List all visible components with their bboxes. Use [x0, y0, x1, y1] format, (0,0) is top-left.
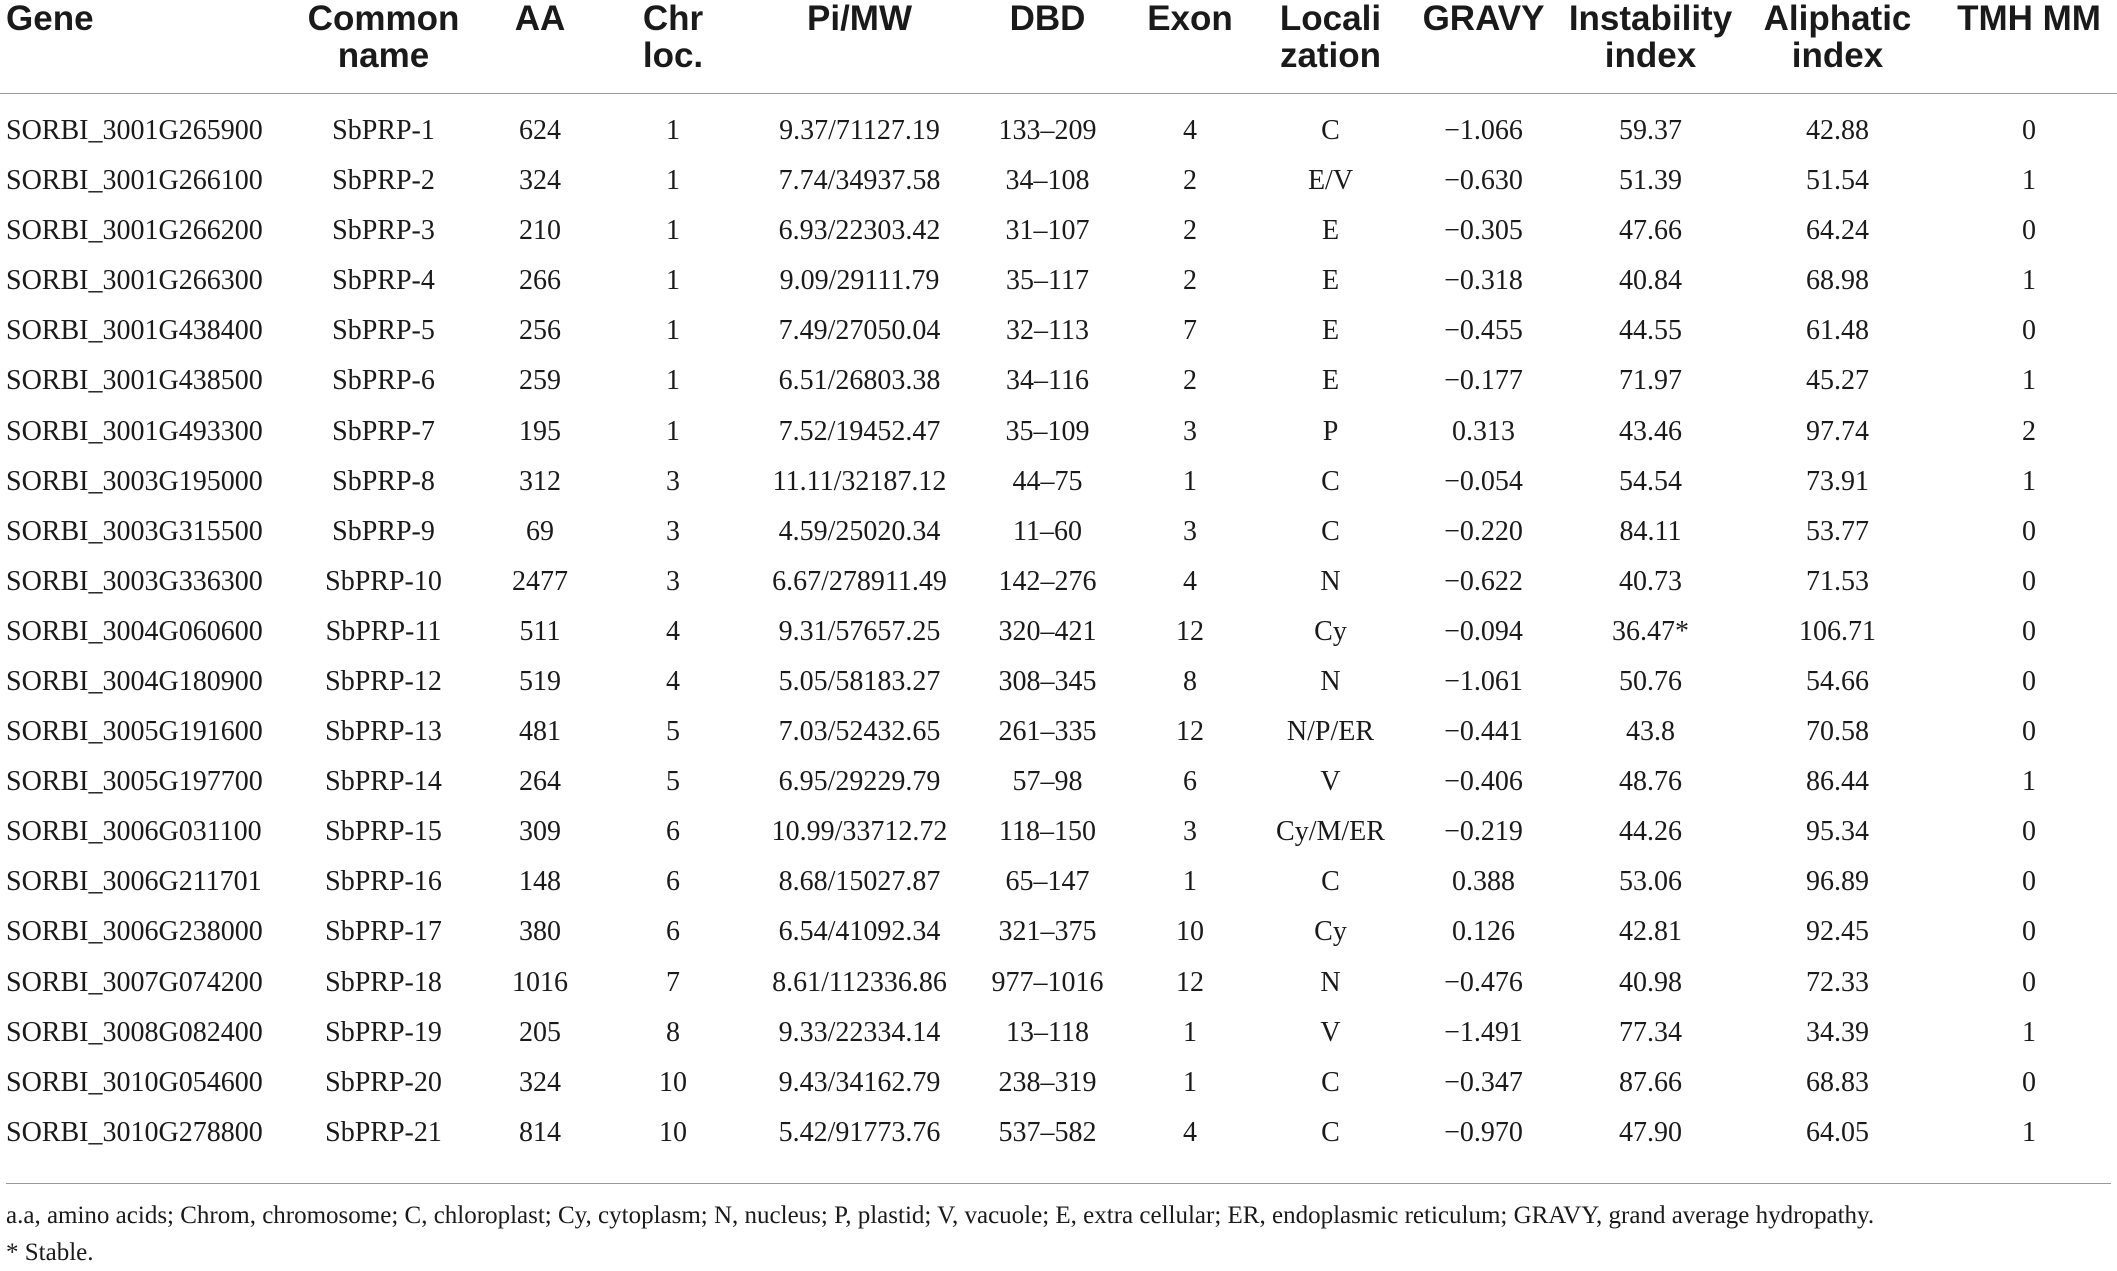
cell-gravy-value: −0.054	[1444, 465, 1523, 497]
cell-dbd-range: 142–276	[998, 565, 1097, 597]
cell-exon-count: 1	[1183, 465, 1197, 497]
cell-dbd-range: 57–98	[1012, 766, 1083, 798]
header-tmhmm: TMH MM	[1941, 0, 2117, 94]
cell-dbd-range: 65–147	[1005, 866, 1090, 898]
cell-chr-loc: 1	[666, 215, 680, 247]
cell-aa-count: 266	[519, 265, 561, 297]
cell-aa-count: 380	[519, 916, 561, 948]
cell-exon-count: 3	[1183, 415, 1197, 447]
cell-chr-loc: 3	[666, 465, 680, 497]
cell-aliphatic-index: 97.74	[1806, 415, 1869, 447]
cell-exon-count: 4	[1183, 1116, 1197, 1148]
table-row	[0, 156, 2117, 206]
cell-gene-id: SORBI_3005G197700	[6, 766, 263, 798]
cell-exon-count: 2	[1183, 365, 1197, 397]
cell-exon-count: 2	[1183, 265, 1197, 297]
table-row	[0, 94, 2117, 157]
cell-common-name: SbPRP-15	[325, 816, 442, 848]
cell-tmhmm-value: 0	[2022, 665, 2036, 697]
cell-chr-loc: 1	[666, 365, 680, 397]
cell-aliphatic-index: 42.88	[1806, 115, 1869, 146]
cell-gravy-value: −1.066	[1444, 115, 1523, 146]
cell-tmhmm-value: 2	[2022, 415, 2036, 447]
cell-common-name: SbPRP-10	[325, 565, 442, 597]
cell-localization: Cy/M/ER	[1276, 816, 1385, 848]
header-exon: Exon	[1119, 0, 1261, 94]
cell-exon-count: 1	[1183, 1016, 1197, 1048]
cell-aa-count: 814	[519, 1116, 561, 1148]
cell-instability-index: 51.39	[1619, 165, 1682, 197]
cell-gene-id: SORBI_3006G031100	[6, 816, 262, 848]
table-body	[0, 94, 2117, 1166]
header-aliphatic-index: Aliphatic index	[1734, 0, 1941, 94]
cell-gravy-value: −0.455	[1444, 315, 1523, 347]
cell-pi-mw: 11.11/32187.12	[772, 465, 947, 497]
cell-chr-loc: 6	[666, 866, 680, 898]
cell-instability-index: 54.54	[1619, 465, 1682, 497]
cell-exon-count: 2	[1183, 215, 1197, 247]
cell-pi-mw: 6.93/22303.42	[778, 215, 941, 247]
cell-gravy-value: −0.220	[1444, 515, 1523, 547]
header-row	[0, 0, 2117, 94]
cell-pi-mw: 9.37/71127.19	[779, 115, 940, 146]
cell-dbd-range: 537–582	[998, 1116, 1097, 1148]
cell-pi-mw: 6.95/29229.79	[778, 766, 941, 798]
cell-localization: N	[1320, 665, 1341, 697]
cell-chr-loc: 1	[666, 415, 680, 447]
cell-common-name: SbPRP-17	[325, 916, 442, 948]
cell-aliphatic-index: 34.39	[1806, 1016, 1869, 1048]
cell-aliphatic-index: 68.83	[1806, 1066, 1869, 1098]
table-row	[0, 256, 2117, 306]
table-row	[0, 306, 2117, 356]
cell-dbd-range: 34–116	[1006, 365, 1089, 397]
table-header	[0, 0, 2117, 94]
cell-pi-mw: 5.42/91773.76	[778, 1116, 941, 1148]
cell-instability-index: 77.34	[1619, 1016, 1682, 1048]
cell-tmhmm-value: 0	[2022, 315, 2036, 347]
cell-localization: P	[1322, 415, 1339, 447]
cell-common-name: SbPRP-9	[332, 515, 435, 547]
cell-tmhmm-value: 1	[2022, 265, 2036, 297]
cell-dbd-range: 321–375	[998, 916, 1097, 948]
cell-chr-loc: 4	[666, 615, 680, 647]
cell-gene-id: SORBI_3003G336300	[6, 565, 263, 597]
cell-aliphatic-index: 45.27	[1806, 365, 1869, 397]
cell-gravy-value: −0.476	[1444, 966, 1523, 998]
cell-common-name: SbPRP-8	[332, 465, 435, 497]
cell-aliphatic-index: 64.24	[1806, 215, 1869, 247]
cell-exon-count: 3	[1183, 816, 1197, 848]
cell-exon-count: 7	[1183, 315, 1197, 347]
cell-instability-index: 40.98	[1619, 966, 1682, 998]
cell-aliphatic-index: 64.05	[1806, 1116, 1869, 1148]
cell-gene-id: SORBI_3001G265900	[6, 115, 263, 146]
header-aa: AA	[477, 0, 603, 94]
cell-localization: C	[1321, 866, 1340, 898]
cell-localization: V	[1320, 766, 1341, 798]
cell-pi-mw: 9.09/29111.79	[779, 265, 940, 297]
table-row	[0, 206, 2117, 256]
header-gene: Gene	[0, 0, 290, 94]
cell-pi-mw: 7.49/27050.04	[778, 315, 941, 347]
cell-dbd-range: 31–107	[1005, 215, 1090, 247]
header-common-name: Common name	[290, 0, 477, 94]
cell-localization: V	[1320, 1016, 1341, 1048]
table-row	[0, 807, 2117, 857]
cell-pi-mw: 9.33/22334.14	[778, 1016, 941, 1048]
cell-pi-mw: 6.67/278911.49	[772, 565, 947, 597]
cell-gravy-value: −0.305	[1444, 215, 1523, 247]
cell-tmhmm-value: 0	[2022, 866, 2036, 898]
cell-gravy-value: 0.388	[1452, 866, 1515, 898]
cell-pi-mw: 6.51/26803.38	[778, 365, 941, 397]
cell-tmhmm-value: 1	[2022, 766, 2036, 798]
cell-dbd-range: 977–1016	[991, 966, 1104, 998]
cell-aliphatic-index: 53.77	[1806, 515, 1869, 547]
cell-tmhmm-value: 0	[2022, 565, 2036, 597]
cell-pi-mw: 5.05/58183.27	[778, 665, 941, 697]
cell-exon-count: 12	[1176, 615, 1204, 647]
cell-instability-index: 50.76	[1619, 665, 1682, 697]
cell-exon-count: 1	[1183, 1066, 1197, 1098]
cell-tmhmm-value: 0	[2022, 515, 2036, 547]
cell-instability-index: 71.97	[1619, 365, 1682, 397]
cell-gravy-value: −0.441	[1444, 716, 1523, 748]
cell-tmhmm-value: 0	[2022, 816, 2036, 848]
cell-exon-count: 4	[1183, 565, 1197, 597]
cell-aa-count: 256	[519, 315, 561, 347]
table-bottom-rule	[6, 1183, 2111, 1184]
cell-localization: Cy	[1314, 615, 1347, 647]
cell-dbd-range: 35–117	[1006, 265, 1089, 297]
cell-common-name: SbPRP-5	[332, 315, 435, 347]
cell-pi-mw: 8.61/112336.86	[772, 966, 947, 998]
cell-tmhmm-value: 1	[2022, 1016, 2036, 1048]
cell-dbd-range: 320–421	[998, 615, 1097, 647]
cell-instability-index: 47.90	[1619, 1116, 1682, 1148]
cell-gene-id: SORBI_3006G238000	[6, 916, 263, 948]
table-row	[0, 557, 2117, 607]
cell-exon-count: 12	[1176, 966, 1204, 998]
cell-aa-count: 312	[519, 465, 561, 497]
table-row	[0, 406, 2117, 456]
footnote-abbreviations: a.a, amino acids; Chrom, chromosome; C, chloroplast; Cy, cytoplasm; N, nucleus; P, plastid; V, vacuole; E, extra cellular; ER, endoplasmic reticulum; GRAVY, grand average hydropathy.	[6, 1202, 1875, 1229]
cell-aa-count: 481	[519, 716, 561, 748]
cell-common-name: SbPRP-3	[332, 215, 435, 247]
cell-aliphatic-index: 70.58	[1806, 716, 1869, 748]
cell-gravy-value: −0.970	[1444, 1116, 1523, 1148]
cell-localization: C	[1321, 465, 1340, 497]
cell-common-name: SbPRP-14	[325, 766, 442, 798]
cell-common-name: SbPRP-11	[325, 615, 442, 647]
cell-gravy-value: 0.126	[1452, 916, 1515, 948]
cell-gene-id: SORBI_3001G438400	[6, 315, 263, 347]
cell-localization: E	[1321, 365, 1340, 397]
cell-instability-index: 59.37	[1619, 115, 1682, 146]
cell-aa-count: 324	[519, 165, 561, 197]
cell-gene-id: SORBI_3001G266200	[6, 215, 263, 247]
table-footnotes	[6, 1197, 2111, 1271]
table-row	[0, 1058, 2117, 1108]
cell-common-name: SbPRP-13	[325, 716, 442, 748]
cell-instability-index: 53.06	[1619, 866, 1682, 898]
cell-tmhmm-value: 0	[2022, 1066, 2036, 1098]
cell-gene-id: SORBI_3007G074200	[6, 966, 263, 998]
cell-aa-count: 264	[519, 766, 561, 798]
cell-localization: Cy	[1314, 916, 1347, 948]
cell-tmhmm-value: 0	[2022, 716, 2036, 748]
cell-tmhmm-value: 0	[2022, 916, 2036, 948]
cell-common-name: SbPRP-12	[325, 665, 442, 697]
cell-common-name: SbPRP-18	[325, 966, 442, 998]
footnote-stable: * Stable.	[6, 1239, 94, 1266]
cell-instability-index: 87.66	[1619, 1066, 1682, 1098]
cell-aa-count: 2477	[512, 565, 568, 597]
cell-gravy-value: −1.491	[1444, 1016, 1523, 1048]
cell-aa-count: 1016	[512, 966, 568, 998]
cell-gene-id: SORBI_3001G266300	[6, 265, 263, 297]
cell-instability-index: 84.11	[1619, 515, 1682, 547]
table-row	[0, 356, 2117, 406]
cell-localization: E	[1321, 215, 1340, 247]
cell-chr-loc: 5	[666, 716, 680, 748]
cell-dbd-range: 13–118	[1006, 1016, 1089, 1048]
cell-pi-mw: 7.74/34937.58	[778, 165, 941, 197]
cell-exon-count: 12	[1176, 716, 1204, 748]
cell-gravy-value: −0.094	[1444, 615, 1523, 647]
cell-localization: N	[1320, 966, 1341, 998]
cell-gravy-value: −0.318	[1444, 265, 1523, 297]
cell-pi-mw: 9.43/34162.79	[778, 1066, 941, 1098]
cell-common-name: SbPRP-4	[332, 265, 435, 297]
header-dbd: DBD	[976, 0, 1119, 94]
cell-common-name: SbPRP-6	[332, 365, 435, 397]
cell-pi-mw: 8.68/15027.87	[778, 866, 941, 898]
cell-gene-id: SORBI_3003G315500	[6, 515, 263, 547]
cell-instability-index: 44.26	[1619, 816, 1682, 848]
cell-gene-id: SORBI_3004G060600	[6, 615, 263, 647]
cell-exon-count: 4	[1183, 115, 1197, 146]
cell-tmhmm-value: 0	[2022, 966, 2036, 998]
cell-common-name: SbPRP-20	[325, 1066, 442, 1098]
cell-localization: N/P/ER	[1286, 716, 1375, 748]
cell-localization: E/V	[1307, 165, 1354, 197]
cell-pi-mw: 4.59/25020.34	[778, 515, 941, 547]
cell-gravy-value: −0.406	[1444, 766, 1523, 798]
table-row	[0, 507, 2117, 557]
cell-instability-index: 40.84	[1619, 265, 1682, 297]
cell-gene-id: SORBI_3004G180900	[6, 665, 263, 697]
cell-gravy-value: −0.622	[1444, 565, 1523, 597]
cell-aliphatic-index: 73.91	[1806, 465, 1869, 497]
cell-aliphatic-index: 95.34	[1806, 816, 1869, 848]
cell-localization: N	[1320, 565, 1341, 597]
cell-gene-id: SORBI_3008G082400	[6, 1016, 263, 1048]
table-row	[0, 607, 2117, 657]
cell-instability-index: 40.73	[1619, 565, 1682, 597]
cell-pi-mw: 7.52/19452.47	[778, 415, 941, 447]
cell-aliphatic-index: 71.53	[1806, 565, 1869, 597]
cell-chr-loc: 3	[666, 515, 680, 547]
cell-aa-count: 69	[526, 515, 554, 547]
cell-tmhmm-value: 0	[2022, 215, 2036, 247]
table-row	[0, 1008, 2117, 1058]
cell-common-name: SbPRP-1	[332, 115, 435, 146]
cell-localization: E	[1321, 315, 1340, 347]
cell-aa-count: 210	[519, 215, 561, 247]
cell-aliphatic-index: 51.54	[1806, 165, 1869, 197]
cell-exon-count: 8	[1183, 665, 1197, 697]
cell-aa-count: 205	[519, 1016, 561, 1048]
cell-tmhmm-value: 1	[2022, 1116, 2036, 1148]
cell-aliphatic-index: 72.33	[1806, 966, 1869, 998]
cell-chr-loc: 10	[659, 1066, 687, 1098]
cell-aliphatic-index: 54.66	[1806, 665, 1869, 697]
cell-gravy-value: −0.347	[1444, 1066, 1523, 1098]
cell-instability-index: 44.55	[1619, 315, 1682, 347]
cell-chr-loc: 1	[666, 165, 680, 197]
cell-dbd-range: 34–108	[1005, 165, 1090, 197]
cell-common-name: SbPRP-2	[332, 165, 435, 197]
cell-aa-count: 324	[519, 1066, 561, 1098]
cell-gravy-value: −1.061	[1444, 665, 1523, 697]
cell-aa-count: 624	[519, 115, 561, 146]
cell-gene-id: SORBI_3010G278800	[6, 1116, 263, 1148]
cell-aliphatic-index: 92.45	[1806, 916, 1869, 948]
table-row	[0, 657, 2117, 707]
cell-dbd-range: 308–345	[998, 665, 1097, 697]
cell-localization: C	[1321, 115, 1340, 146]
header-gravy: GRAVY	[1400, 0, 1567, 94]
cell-aliphatic-index: 68.98	[1806, 265, 1869, 297]
table-row	[0, 857, 2117, 907]
cell-instability-index: 42.81	[1619, 916, 1682, 948]
cell-aa-count: 519	[519, 665, 561, 697]
cell-tmhmm-value: 0	[2022, 615, 2036, 647]
cell-aliphatic-index: 106.71	[1799, 615, 1876, 647]
cell-aa-count: 309	[519, 816, 561, 848]
cell-chr-loc: 5	[666, 766, 680, 798]
cell-chr-loc: 3	[666, 565, 680, 597]
cell-tmhmm-value: 1	[2022, 465, 2036, 497]
cell-tmhmm-value: 1	[2022, 165, 2036, 197]
cell-chr-loc: 1	[666, 315, 680, 347]
cell-dbd-range: 11–60	[1013, 515, 1082, 547]
header-instability-index: Instability index	[1567, 0, 1734, 94]
cell-dbd-range: 32–113	[1006, 315, 1089, 347]
cell-gene-id: SORBI_3003G195000	[6, 465, 263, 497]
cell-exon-count: 10	[1176, 916, 1204, 948]
cell-instability-index: 43.46	[1619, 415, 1682, 447]
cell-aliphatic-index: 86.44	[1806, 766, 1869, 798]
cell-exon-count: 6	[1183, 766, 1197, 798]
table-row	[0, 907, 2117, 957]
cell-exon-count: 1	[1183, 866, 1197, 898]
cell-chr-loc: 10	[659, 1116, 687, 1148]
header-pi-mw: Pi/MW	[743, 0, 976, 94]
cell-dbd-range: 44–75	[1012, 465, 1083, 497]
cell-chr-loc: 1	[666, 115, 680, 146]
cell-common-name: SbPRP-7	[332, 415, 435, 447]
cell-gene-id: SORBI_3001G266100	[6, 165, 263, 197]
cell-aa-count: 195	[519, 415, 561, 447]
cell-gravy-value: 0.313	[1452, 415, 1515, 447]
cell-instability-index: 48.76	[1619, 766, 1682, 798]
cell-gravy-value: −0.630	[1444, 165, 1523, 197]
table-row	[0, 457, 2117, 507]
cell-aliphatic-index: 96.89	[1806, 866, 1869, 898]
cell-exon-count: 2	[1183, 165, 1197, 197]
cell-pi-mw: 9.31/57657.25	[778, 615, 941, 647]
cell-gene-id: SORBI_3001G438500	[6, 365, 263, 397]
cell-dbd-range: 35–109	[1005, 415, 1090, 447]
cell-chr-loc: 7	[666, 966, 680, 998]
cell-gene-id: SORBI_3005G191600	[6, 716, 263, 748]
cell-pi-mw: 6.54/41092.34	[778, 916, 941, 948]
cell-tmhmm-value: 0	[2022, 115, 2036, 146]
cell-common-name: SbPRP-16	[325, 866, 442, 898]
cell-instability-index: 47.66	[1619, 215, 1682, 247]
cell-exon-count: 3	[1183, 515, 1197, 547]
cell-instability-index: 36.47*	[1612, 615, 1689, 647]
cell-localization: C	[1321, 515, 1340, 547]
cell-chr-loc: 8	[666, 1016, 680, 1048]
cell-dbd-range: 261–335	[998, 716, 1097, 748]
cell-localization: C	[1321, 1116, 1340, 1148]
cell-aa-count: 511	[519, 615, 561, 647]
table-row	[0, 757, 2117, 807]
header-chr-loc: Chr loc.	[603, 0, 743, 94]
cell-chr-loc: 6	[666, 916, 680, 948]
cell-localization: C	[1321, 1066, 1340, 1098]
header-localization: Locali zation	[1261, 0, 1400, 94]
cell-dbd-range: 118–150	[999, 816, 1096, 848]
cell-dbd-range: 238–319	[998, 1066, 1097, 1098]
cell-common-name: SbPRP-19	[325, 1016, 442, 1048]
cell-gene-id: SORBI_3006G211701	[6, 866, 262, 898]
cell-chr-loc: 6	[666, 816, 680, 848]
cell-instability-index: 43.8	[1626, 716, 1675, 748]
cell-common-name: SbPRP-21	[325, 1116, 442, 1148]
cell-gene-id: SORBI_3001G493300	[6, 415, 263, 447]
table-row	[0, 1108, 2117, 1166]
cell-chr-loc: 1	[666, 265, 680, 297]
cell-pi-mw: 7.03/52432.65	[778, 716, 941, 748]
table-row	[0, 707, 2117, 757]
cell-localization: E	[1321, 265, 1340, 297]
cell-aa-count: 259	[519, 365, 561, 397]
cell-chr-loc: 4	[666, 665, 680, 697]
table-row	[0, 958, 2117, 1008]
cell-dbd-range: 133–209	[998, 115, 1097, 146]
cell-tmhmm-value: 1	[2022, 365, 2036, 397]
cell-gravy-value: −0.177	[1444, 365, 1523, 397]
cell-gene-id: SORBI_3010G054600	[6, 1066, 263, 1098]
cell-gravy-value: −0.219	[1444, 816, 1523, 848]
cell-aa-count: 148	[519, 866, 561, 898]
cell-aliphatic-index: 61.48	[1806, 315, 1869, 347]
cell-pi-mw: 10.99/33712.72	[771, 816, 948, 848]
